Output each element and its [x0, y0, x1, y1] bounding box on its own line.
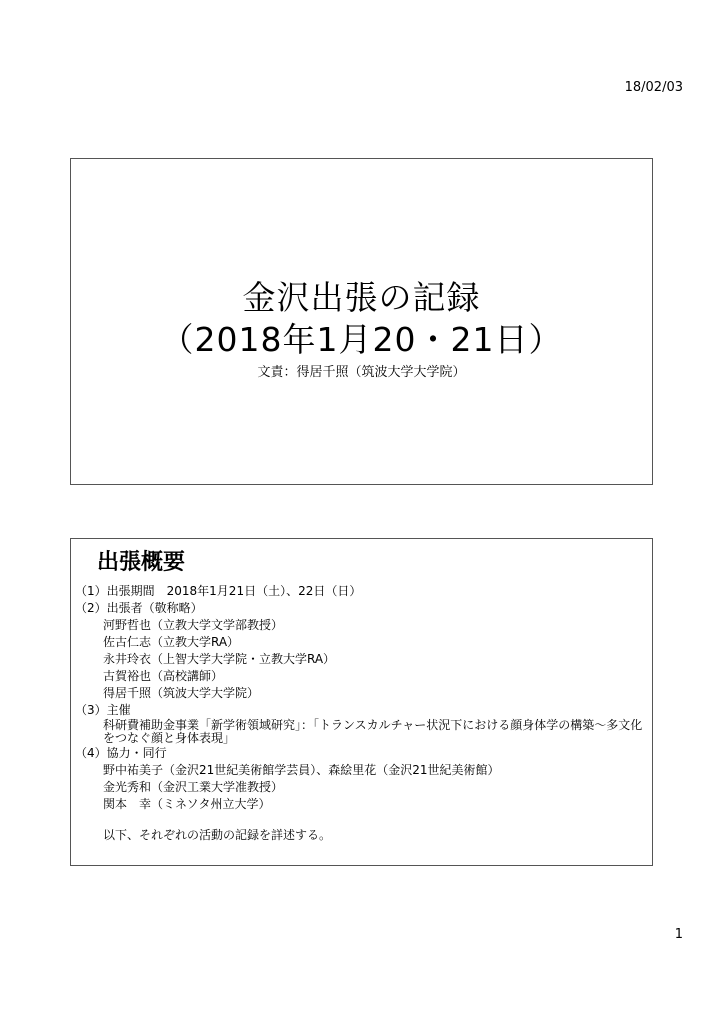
cooperation-item: 関本 幸（ミネソタ州立大学） [103, 797, 271, 811]
sponsor-text: 科研費補助金事業「新学術領域研究」：「トランスカルチャー状況下における顔身体学の構築～多文化をつなぐ顔と身体表現」 [103, 718, 643, 745]
member-item: 佐古仁志（立教大学RA） [103, 635, 240, 649]
member-item: 永井玲衣（上智大学大学院・立教大学RA） [103, 652, 336, 666]
cooperation-item: 野中祐美子（金沢21世紀美術館学芸員）、森絵里花（金沢21世紀美術館） [103, 763, 500, 777]
sponsor-header: （3）主催 [75, 703, 131, 717]
members-header: （2）出張者（敬称略） [75, 601, 203, 615]
overview-body [75, 583, 644, 844]
member-item: 古賀裕也（高校講師） [103, 669, 224, 683]
slide-title [71, 277, 652, 361]
author-credit: 文責：得居千照（筑波大学大学院） [257, 365, 466, 380]
trip-period: （1）出張期間 2018年1月21日（土）、22日（日） [75, 584, 362, 598]
overview-slide [70, 538, 653, 866]
title-line-2: （2018年1月20・21日） [160, 320, 563, 359]
cooperation-item: 金光秀和（金沢工業大学准教授） [103, 780, 284, 794]
cooperation-header: （4）協力・同行 [75, 746, 167, 760]
page-number: 1 [674, 927, 683, 942]
member-item: 得居千照（筑波大学大学院） [103, 686, 260, 700]
title-slide [70, 158, 653, 485]
member-item: 河野哲也（立教大学文学部教授） [103, 618, 284, 632]
spacer [75, 813, 644, 827]
title-line-1: 金沢出張の記録 [242, 278, 481, 317]
closing-text: 以下、それぞれの活動の記録を詳述する。 [103, 828, 332, 842]
overview-heading: 出張概要 [97, 550, 186, 575]
page-date: 18/02/03 [624, 80, 683, 95]
